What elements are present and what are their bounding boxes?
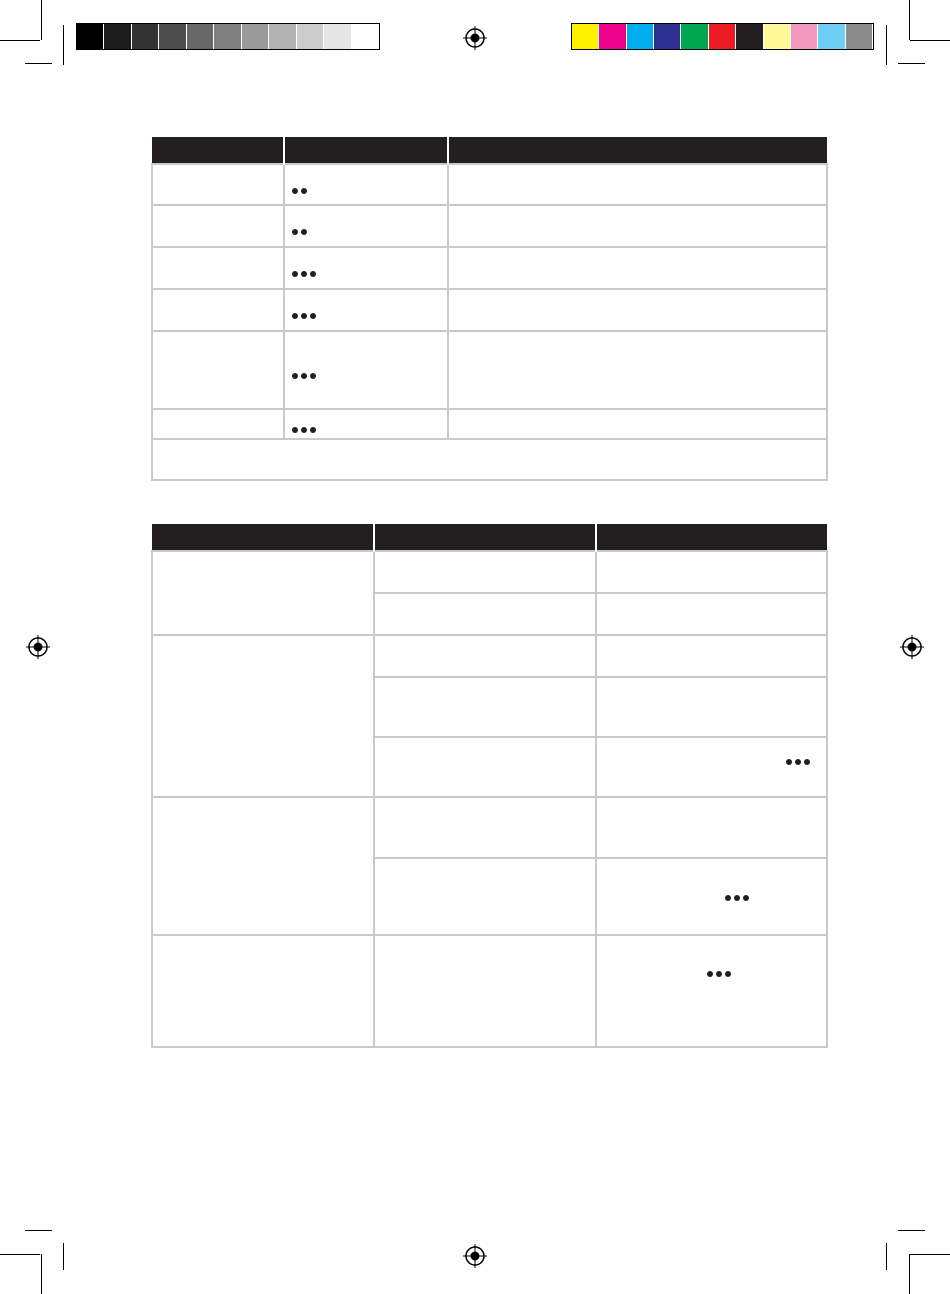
table-row xyxy=(152,289,827,331)
dot-indicator-icon xyxy=(707,971,731,977)
dot-icon xyxy=(743,895,749,901)
table-cell xyxy=(448,205,827,247)
dot-indicator-icon xyxy=(292,313,316,319)
color-swatch xyxy=(736,24,763,49)
color-swatch xyxy=(324,24,351,49)
dot-icon xyxy=(804,759,810,765)
dot-icon xyxy=(301,188,307,194)
color-swatch xyxy=(846,24,873,49)
dot-icon xyxy=(301,313,307,319)
table-1-header-cell xyxy=(284,137,448,164)
table-group-cell xyxy=(152,551,374,635)
table-row xyxy=(152,797,827,858)
crop-mark xyxy=(41,0,42,40)
table-cell xyxy=(152,247,284,289)
crop-mark xyxy=(898,63,925,64)
grayscale-bar xyxy=(76,23,380,50)
table-1-header-cell xyxy=(448,137,827,164)
table-cell xyxy=(152,331,284,409)
crop-mark xyxy=(910,1254,950,1255)
dot-icon xyxy=(310,313,316,319)
dot-icon xyxy=(310,427,316,433)
table-cell xyxy=(374,551,596,593)
color-swatch xyxy=(352,24,379,49)
crop-mark xyxy=(63,25,64,65)
table-cell xyxy=(374,935,596,1047)
color-swatch xyxy=(242,24,269,49)
table-cell xyxy=(448,331,827,409)
color-swatch xyxy=(818,24,845,49)
dot-icon xyxy=(716,971,722,977)
table-row xyxy=(152,205,827,247)
color-swatch xyxy=(132,24,159,49)
table-row xyxy=(152,331,827,409)
table-1 xyxy=(151,137,828,481)
table-cell xyxy=(374,858,596,935)
crop-mark xyxy=(909,0,910,40)
dot-icon xyxy=(292,271,298,277)
crop-mark xyxy=(63,1243,64,1270)
table-cell xyxy=(596,797,827,858)
dot-icon xyxy=(292,188,298,194)
table-cell xyxy=(596,551,827,593)
dot-icon xyxy=(301,427,307,433)
dot-indicator-icon xyxy=(292,427,316,433)
table-cell xyxy=(448,247,827,289)
dot-icon xyxy=(310,271,316,277)
table-cell xyxy=(152,205,284,247)
dot-icon xyxy=(292,373,298,379)
table-cell xyxy=(448,409,827,439)
table-cell xyxy=(596,737,827,797)
table-cell xyxy=(374,797,596,858)
table-group-cell xyxy=(152,797,374,935)
dot-icon xyxy=(786,759,792,765)
dot-icon xyxy=(292,229,298,235)
dot-indicator-icon xyxy=(292,188,307,194)
table-row xyxy=(152,635,827,677)
table-row xyxy=(152,247,827,289)
crop-mark xyxy=(886,25,887,65)
table-cell xyxy=(152,164,284,205)
dot-indicator-icon xyxy=(725,895,749,901)
table-cell xyxy=(374,635,596,677)
color-swatch xyxy=(599,24,626,49)
table-cell xyxy=(284,331,448,409)
table-row xyxy=(152,409,827,439)
table-cell xyxy=(374,737,596,797)
table-cell xyxy=(596,935,827,1047)
dot-icon xyxy=(301,373,307,379)
table-2-header-cell xyxy=(374,524,596,551)
table-2-header-cell xyxy=(152,524,374,551)
process-color-bar xyxy=(571,23,874,50)
dot-icon xyxy=(301,271,307,277)
table-cell xyxy=(284,289,448,331)
registration-target-icon xyxy=(26,635,50,659)
dot-icon xyxy=(310,373,316,379)
registration-target-icon xyxy=(463,26,487,50)
table-cell xyxy=(596,635,827,677)
dot-icon xyxy=(795,759,801,765)
color-swatch xyxy=(654,24,681,49)
dot-indicator-icon xyxy=(786,759,810,765)
table-cell xyxy=(374,593,596,635)
dot-indicator-icon xyxy=(292,229,307,235)
crop-mark xyxy=(886,1243,887,1270)
table-cell xyxy=(284,409,448,439)
color-swatch xyxy=(104,24,131,49)
crop-mark xyxy=(41,1254,42,1294)
table-row xyxy=(152,551,827,593)
color-swatch xyxy=(187,24,214,49)
dot-icon xyxy=(292,427,298,433)
crop-mark xyxy=(25,1230,52,1231)
table-cell xyxy=(448,164,827,205)
table-cell xyxy=(152,289,284,331)
color-swatch xyxy=(764,24,791,49)
color-swatch xyxy=(627,24,654,49)
color-swatch xyxy=(269,24,296,49)
table-footer-row xyxy=(152,439,827,480)
table-cell xyxy=(374,677,596,737)
color-swatch xyxy=(681,24,708,49)
table-cell xyxy=(284,247,448,289)
dot-indicator-icon xyxy=(292,271,316,277)
table-1-header-cell xyxy=(152,137,284,164)
registration-target-icon xyxy=(463,1244,487,1268)
table-cell xyxy=(284,164,448,205)
crop-mark xyxy=(0,40,40,41)
table-cell xyxy=(448,289,827,331)
table-footer-note xyxy=(152,439,827,480)
table-2-header xyxy=(152,524,827,551)
table-cell xyxy=(284,205,448,247)
table-cell xyxy=(152,409,284,439)
dot-icon xyxy=(301,229,307,235)
color-swatch xyxy=(572,24,599,49)
table-2-header-cell xyxy=(596,524,827,551)
table-group-cell xyxy=(152,935,374,1047)
table-cell xyxy=(596,858,827,935)
crop-mark xyxy=(910,40,950,41)
dot-icon xyxy=(292,313,298,319)
color-swatch xyxy=(77,24,104,49)
dot-icon xyxy=(734,895,740,901)
dot-indicator-icon xyxy=(292,373,316,379)
table-group-cell xyxy=(152,635,374,797)
color-swatch xyxy=(709,24,736,49)
table-cell xyxy=(596,677,827,737)
table-1-header xyxy=(152,137,827,164)
dot-icon xyxy=(725,971,731,977)
table-cell xyxy=(596,593,827,635)
registration-target-icon xyxy=(900,635,924,659)
crop-mark xyxy=(898,1230,925,1231)
color-swatch xyxy=(297,24,324,49)
dot-icon xyxy=(725,895,731,901)
color-swatch xyxy=(214,24,241,49)
crop-mark xyxy=(0,1254,40,1255)
color-swatch xyxy=(159,24,186,49)
crop-mark xyxy=(25,63,52,64)
table-2 xyxy=(151,524,828,1048)
table-row xyxy=(152,164,827,205)
color-swatch xyxy=(791,24,818,49)
dot-icon xyxy=(707,971,713,977)
table-row xyxy=(152,935,827,1047)
crop-mark xyxy=(909,1254,910,1294)
